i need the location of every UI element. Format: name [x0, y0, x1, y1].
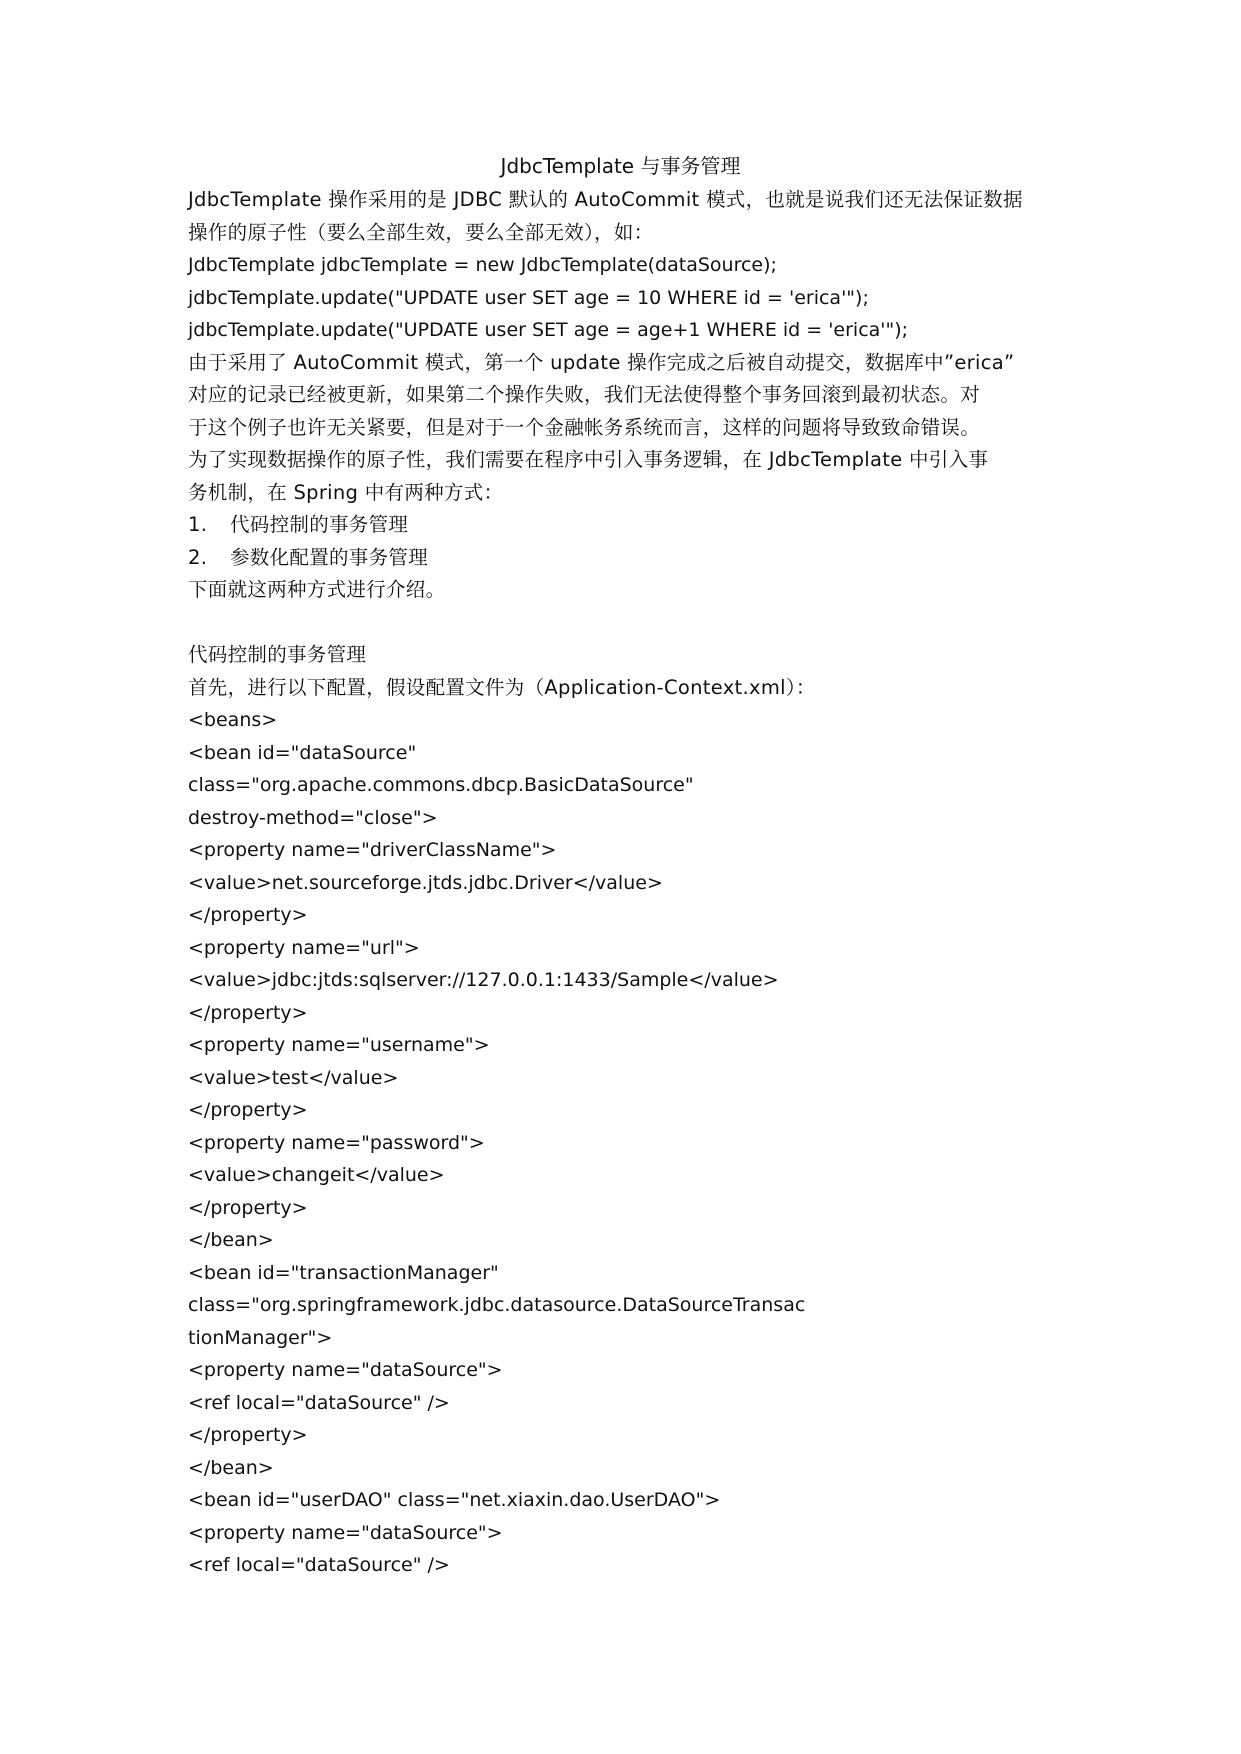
text-line: class="org.springframework.jdbc.datasource.DataSourceTransac: [188, 1294, 806, 1316]
text-line: jdbcTemplate.update("UPDATE user SET age = 10 WHERE id = 'erica'");: [188, 286, 869, 309]
text-line: </property>: [188, 1099, 308, 1121]
text-line: <ref local="dataSource" />: [188, 1554, 450, 1576]
text-line: <bean id="userDAO" class="net.xiaxin.dao.UserDAO">: [188, 1489, 721, 1511]
text-line: <bean id="transactionManager": [188, 1261, 499, 1284]
text-line: 由于采用了 AutoCommit 模式，第一个 update 操作完成之后被自动提交，数据库中”erica”: [188, 350, 1015, 374]
text-line: <value>jdbc:jtds:sqlserver://127.0.0.1:1433/Sample</value>: [188, 969, 779, 991]
text-line: </property>: [188, 1196, 308, 1219]
text-line: 下面就这两种方式进行介绍。: [188, 578, 446, 601]
text-line: JdbcTemplate jdbcTemplate = new JdbcTemplate(dataSource);: [188, 254, 777, 276]
text-line: 务机制，在 Spring 中有两种方式：: [188, 480, 504, 504]
text-line: JdbcTemplate 操作采用的是 JDBC 默认的 AutoCommit 模式，也就是说我们还无法保证数据: [188, 188, 1023, 211]
text-line: tionManager">: [188, 1326, 333, 1349]
text-line: 为了实现数据操作的原子性，我们需要在程序中引入事务逻辑，在 JdbcTemplate 中引入事: [188, 448, 989, 471]
list-item-number: 1.: [188, 513, 208, 536]
text-line: <property name="password">: [188, 1131, 485, 1154]
text-line: <property name="url">: [188, 936, 420, 959]
text-line: </bean>: [188, 1229, 274, 1251]
text-line: <beans>: [188, 709, 278, 731]
list-item-text: 参数化配置的事务管理: [230, 545, 429, 569]
text-line: <property name="driverClassName">: [188, 839, 557, 861]
text-line: </bean>: [188, 1456, 274, 1479]
text-line: <property name="dataSource">: [188, 1359, 503, 1381]
text-line: </property>: [188, 904, 308, 926]
text-line: <ref local="dataSource" />: [188, 1391, 450, 1414]
text-line: <bean id="dataSource": [188, 741, 417, 764]
list-item: [188, 509, 1068, 542]
text-line: <property name="username">: [188, 1034, 490, 1056]
text-line: 首先，进行以下配置，假设配置文件为（Application-Context.xml）：: [188, 675, 816, 699]
text-line: 于这个例子也许无关紧要，但是对于一个金融帐务系统而言，这样的问题将导致致命错误。: [188, 415, 981, 439]
document-body: [188, 184, 1068, 1582]
text-line: 对应的记录已经被更新，如果第二个操作失败，我们无法使得整个事务回滚到最初状态。对: [188, 383, 981, 406]
text-line: <value>changeit</value>: [188, 1164, 445, 1186]
blank-line: [188, 607, 1068, 640]
text-line: <value>net.sourceforge.jtds.jdbc.Driver</value>: [188, 871, 663, 894]
text-line: </property>: [188, 1001, 308, 1024]
text-line: <value>test</value>: [188, 1066, 399, 1089]
text-line: </property>: [188, 1424, 308, 1446]
text-line: 代码控制的事务管理: [188, 643, 367, 666]
document-title: JdbcTemplate 与事务管理: [500, 154, 741, 178]
text-line: class="org.apache.commons.dbcp.BasicDataSource": [188, 774, 694, 796]
text-line: jdbcTemplate.update("UPDATE user SET age = age+1 WHERE id = 'erica'");: [188, 319, 909, 341]
text-line: 操作的原子性（要么全部生效，要么全部无效），如：: [188, 220, 654, 244]
list-item-number: 2.: [188, 545, 208, 569]
list-item: [188, 542, 1068, 575]
text-line: <property name="dataSource">: [188, 1521, 503, 1544]
list-item-text: 代码控制的事务管理: [230, 513, 409, 536]
text-line: destroy-method="close">: [188, 806, 438, 829]
